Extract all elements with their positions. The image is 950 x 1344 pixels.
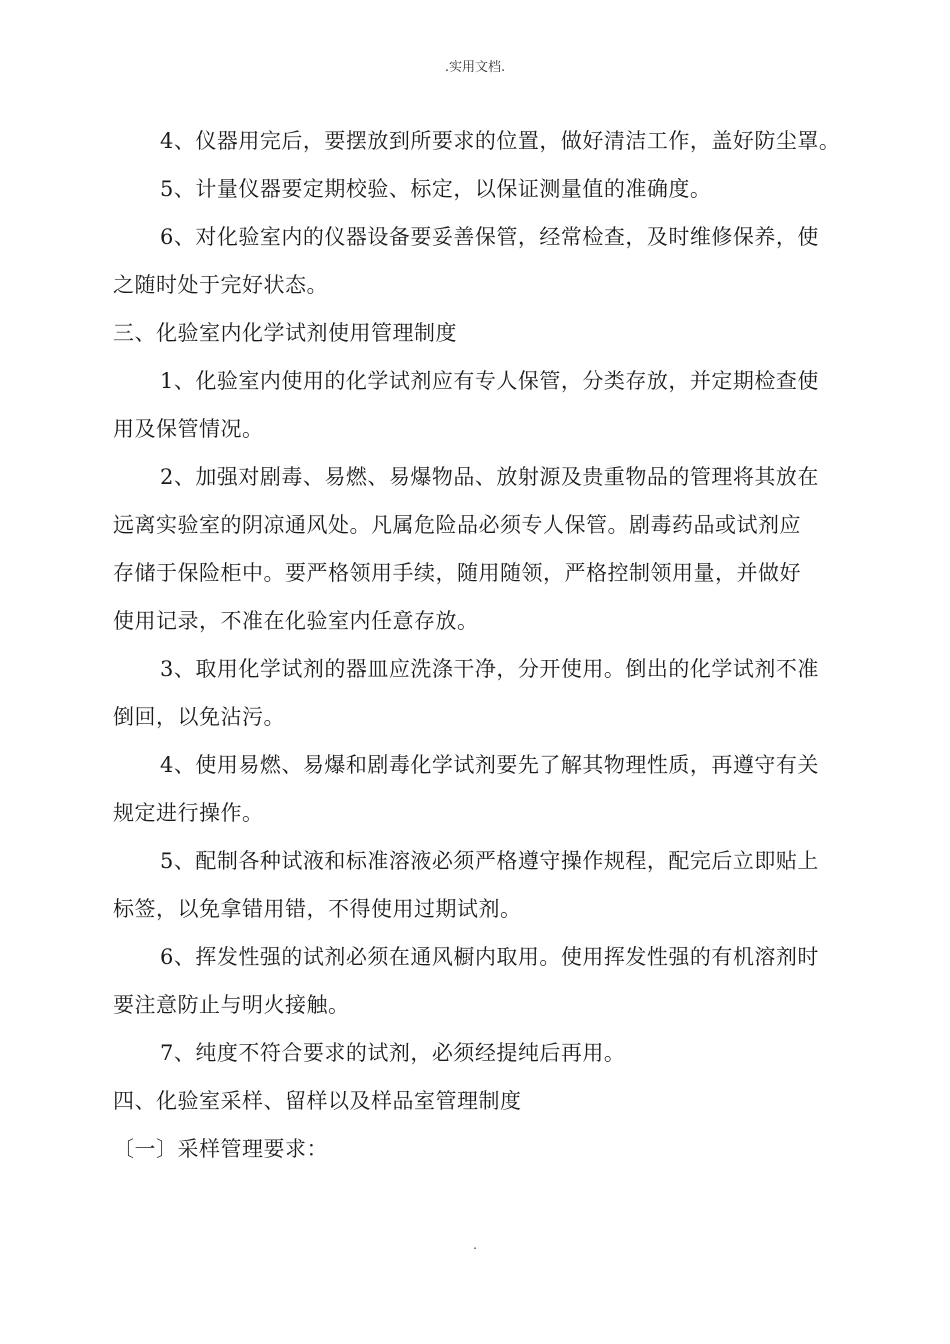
paragraph-line: 6、对化验室内的仪器设备要妥善保管，经常检查，及时维修保养，使 bbox=[160, 225, 819, 249]
paragraph-line: 1、化验室内使用的化学试剂应有专人保管，分类存放，并定期检查使 bbox=[160, 369, 819, 393]
subsection-heading: 〔一〕采样管理要求： bbox=[113, 1137, 328, 1161]
document-body bbox=[113, 117, 848, 1173]
paragraph-line: 规定进行操作。 bbox=[113, 801, 264, 825]
paragraph-line: 6、挥发性强的试剂必须在通风橱内取用。使用挥发性强的有机溶剂时 bbox=[160, 945, 819, 969]
paragraph-line: 4、使用易燃、易爆和剧毒化学试剂要先了解其物理性质，再遵守有关 bbox=[160, 753, 819, 777]
paragraph-line: 3、取用化学试剂的器皿应洗涤干净，分开使用。倒出的化学试剂不准 bbox=[160, 657, 819, 681]
paragraph-line: 远离实验室的阴凉通风处。凡属危险品必须专人保管。剧毒药品或试剂应 bbox=[113, 513, 801, 537]
paragraph-line: 4、仪器用完后，要摆放到所要求的位置，做好清洁工作，盖好防尘罩。 bbox=[160, 129, 841, 153]
paragraph-line: 使用记录，不准在化验室内任意存放。 bbox=[113, 609, 479, 633]
paragraph-line: 5、计量仪器要定期校验、标定，以保证测量值的准确度。 bbox=[160, 177, 712, 201]
page-header: .实用文档. bbox=[444, 60, 506, 75]
paragraph-line: 要注意防止与明火接触。 bbox=[113, 993, 350, 1017]
paragraph-line: 之随时处于完好状态。 bbox=[113, 273, 328, 297]
paragraph-line: 用及保管情况。 bbox=[113, 417, 264, 441]
section-heading: 三、化验室内化学试剂使用管理制度 bbox=[113, 321, 457, 345]
paragraph-line: 5、配制各种试液和标准溶液必须严格遵守操作规程，配完后立即贴上 bbox=[160, 849, 819, 873]
section-heading: 四、化验室采样、留样以及样品室管理制度 bbox=[113, 1089, 522, 1113]
paragraph-line: 存储于保险柜中。要严格领用手续，随用随领，严格控制领用量，并做好 bbox=[113, 561, 801, 585]
paragraph-line: 2、加强对剧毒、易燃、易爆物品、放射源及贵重物品的管理将其放在 bbox=[160, 465, 819, 489]
paragraph-line: 倒回，以免沾污。 bbox=[113, 705, 285, 729]
paragraph-line: 7、纯度不符合要求的试剂，必须经提纯后再用。 bbox=[160, 1041, 626, 1065]
paragraph-line: 标签，以免拿错用错，不得使用过期试剂。 bbox=[113, 897, 522, 921]
page-footer: . bbox=[473, 1238, 477, 1252]
